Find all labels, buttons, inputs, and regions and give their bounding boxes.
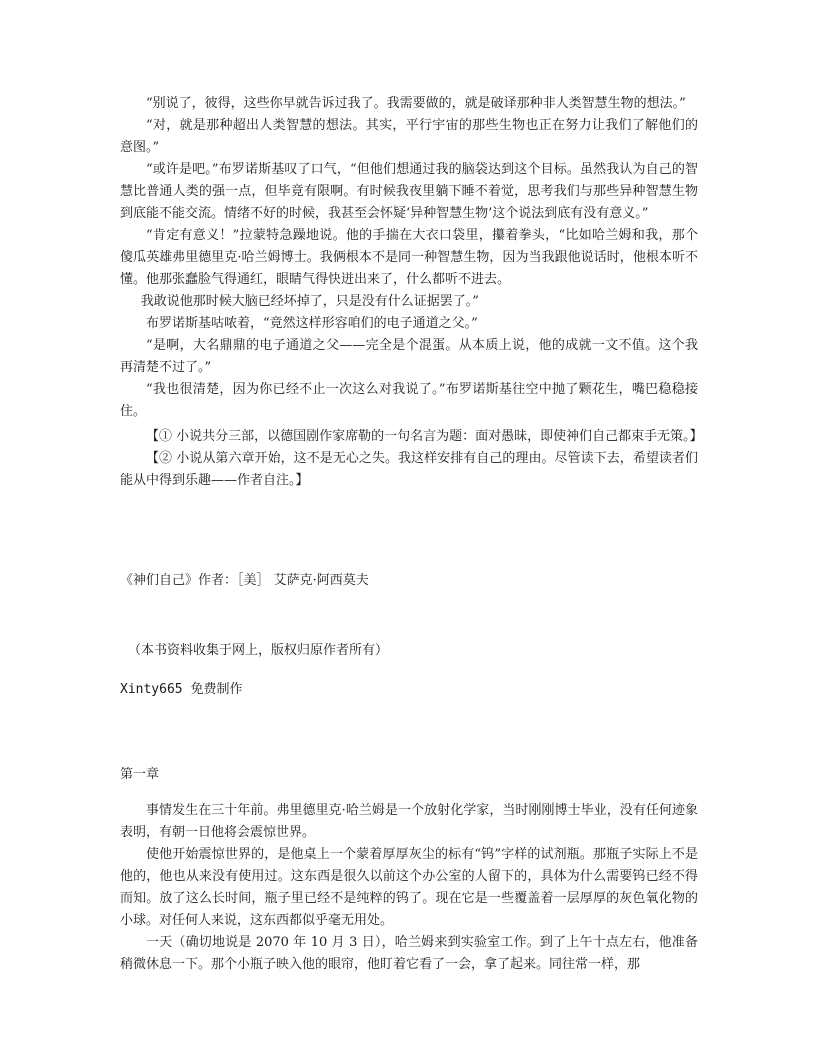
chapter-title: 第一章 — [120, 767, 160, 782]
dialogue-paragraph: “或许是吧。”布罗诺斯基叹了口气，“但他们想通过我的脑袋达到这个目标。虽然我认为自己的智慧比普通人类的强一点，但毕竟有限啊。有时候我夜里躺下睡不着觉，思考我们与那些异种智慧生物到底能不能交流。情绪不好的时候，我甚至会怀疑‘异种智慧生物’这个说法到底有没有意义。” — [120, 162, 698, 221]
dialogue-section — [120, 93, 698, 423]
dialogue-paragraph: “别说了，彼得，这些你早就告诉过我了。我需要做的，就是破译那种非人类智慧生物的想法。” — [146, 96, 686, 111]
copyright-notice: （本书资料收集于网上，版权归原作者所有） — [128, 643, 389, 658]
chapter-paragraph: 使他开始震惊世界的，是他桌上一个蒙着厚厚灰尘的标有“钨”字样的试剂瓶。那瓶子实际上不是他的，他也从来没有使用过。这东西是很久以前这个办公室的人留下的，具体为什么需要钨已经不得而知。放了这么长时间，瓶子里已经不是纯粹的钨了。现在它是一些覆盖着一层厚厚的灰色氧化物的小球。对任何人来说，这东西都似乎毫无用处。 — [120, 847, 698, 928]
chapter-paragraph: 事情发生在三十年前。弗里德里克·哈兰姆是一个放射化学家，当时刚刚博士毕业，没有任何迹象表明，有朝一日他将会震惊世界。 — [120, 803, 698, 840]
chapter-paragraph: 一天（确切地说是 2070 年 10 月 3 日），哈兰姆来到实验室工作。到了上午十点左右，他准备稍微休息一下。那个小瓶子映入他的眼帘，他盯着它看了一会，拿了起来。同往常一样，那 — [120, 935, 698, 972]
dialogue-paragraph: 布罗诺斯基咕哝着，“竟然这样形容咱们的电子通道之父。” — [146, 316, 478, 331]
dialogue-paragraph: 我敢说他那时候大脑已经坏掉了，只是没有什么证据罢了。” — [140, 294, 479, 309]
author-notes — [120, 426, 703, 492]
book-title-line: 《神们自己》作者：［美］ 艾萨克·阿西莫夫 — [120, 573, 369, 588]
dialogue-paragraph: “是啊，大名鼎鼎的电子通道之父——完全是个混蛋。从本质上说，他的成就一文不值。这个我再清楚不过了。” — [120, 338, 698, 375]
footnote-2: 【② 小说从第六章开始，这不是无心之失。我这样安排有自己的理由。尽管读下去，希望读者们能从中得到乐趣——作者自注。】 — [120, 451, 698, 488]
dialogue-paragraph: “对，就是那种超出人类智慧的想法。其实，平行宇宙的那些生物也正在努力让我们了解他们的意图。” — [120, 118, 698, 155]
dialogue-paragraph: “我也很清楚，因为你已经不止一次这么对我说了。”布罗诺斯基往空中抛了颗花生，嘴巴稳稳接住。 — [120, 382, 698, 419]
footnote-1: 【① 小说共分三部，以德国剧作家席勒的一句名言为题：面对愚昧，即使神们自己都束手无策。】 — [146, 429, 703, 444]
maker-credit: Xinty665 免费制作 — [120, 682, 243, 697]
chapter-body — [120, 800, 698, 976]
dialogue-paragraph: “肯定有意义！”拉蒙特急躁地说。他的手揣在大衣口袋里，攥着拳头，“比如哈兰姆和我，那个傻瓜英雄弗里德里克·哈兰姆博士。我俩根本不是同一种智慧生物，因为当我跟他说话时，他根本听不懂。他那张蠢脸气得通红，眼睛气得快迸出来了，什么都听不进去。 — [120, 228, 698, 287]
